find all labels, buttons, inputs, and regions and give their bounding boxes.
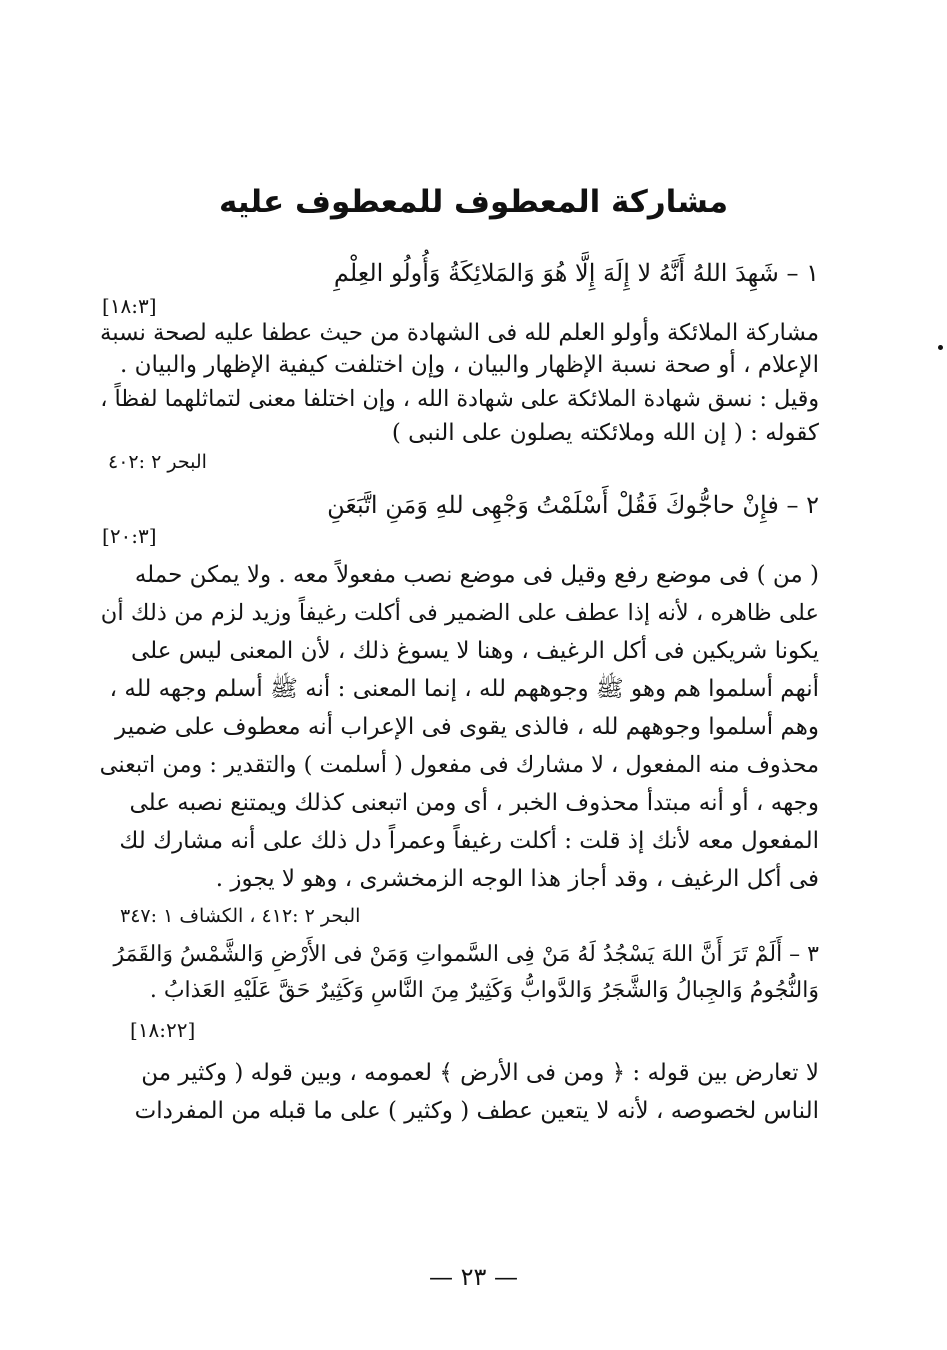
source-2: البحر ٢ :٤١٢ ، الكشاف ١ :٣٤٧ (120, 905, 361, 927)
body-line: الإعلام ، أو صحة نسبة الإظهار والبيان ، وإن اختلفت كيفية الإظهار والبيان . (120, 352, 819, 378)
page-title: مشاركة المعطوف للمعطوف عليه (218, 184, 729, 220)
body-line: الناس لخصوصه ، لأنه لا يتعين عطف ( وكثير ) على ما قبله من المفردات (134, 1098, 819, 1124)
page-number: — ٢٣ — (428, 1263, 519, 1291)
verse-1: ١ – شَهِدَ اللهُ أَنَّهُ لا إِلَهَ إِلَّا هُوَ وَالمَلائِكَةُ وَأُولُو العِلْمِ (333, 259, 819, 287)
source-1: البحر ٢ :٤٠٢ (108, 451, 207, 473)
body-line: وقيل : نسق شهادة الملائكة على شهادة الله ، وإن اختلفا معنى لتماثلهما لفظاً ، (100, 386, 819, 412)
body-line: كقوله : ( إن الله وملائكته يصلون على النبى ) (391, 420, 819, 446)
body-line: وهم أسلموا وجوههم لله ، فالذى يقوى فى الإعراب أنه معطوف على ضمير (115, 714, 819, 740)
verse-2-ref: [٢٠:٣] (102, 524, 157, 548)
verse-3-line-2: وَالنُّجُومُ وَالجِبالُ وَالشَّجَرُ وَالدَّوابُّ وَكَثِيرٌ مِنَ النَّاسِ وَكَثِيرٌ حَقَّ عَلَيْهِ العَذابُ . (149, 978, 819, 1003)
body-line: مشاركة الملائكة وأولو العلم لله فى الشهادة من حيث عطفا عليه لصحة نسبة (100, 320, 819, 346)
body-line: على ظاهره ، لأنه إذا عطف على الضمير فى أكلت رغيفاً وزيد لزم من ذلك أن (100, 600, 819, 626)
verse-3-line-1: ٣ – أَلَمْ تَرَ أَنَّ اللهَ يَسْجُدُ لَهُ مَنْ فِى السَّمواتِ وَمَنْ فى الأَرْضِ وَالشَّمْسُ وَالقَمَرُ (113, 942, 819, 967)
body-line: أنهم أسلموا هم وهو ﷺ وجوههم لله ، إنما المعنى : أنه ﷺ أسلم وجهه لله ، (109, 676, 819, 702)
body-line: محذوف منه المفعول ، لا مشارك فى مفعول ( أسلمت ) والتقدير : ومن اتبعنى (99, 752, 819, 778)
scan-speck (938, 345, 943, 350)
verse-1-ref: [١٨:٣] (102, 294, 157, 318)
body-line: وجهه ، أو أنه مبتدأ محذوف الخبر ، أى ومن اتبعنى كذلك ويمتنع نصبه على (129, 790, 819, 816)
body-line: المفعول معه لأنك إذ قلت : أكلت رغيفاً وعمراً دل ذلك على أنه مشارك لك (119, 828, 819, 854)
body-line: يكونا شريكين فى أكل الرغيف ، وهنا لا يسوغ ذلك ، لأن المعنى ليس على (130, 638, 819, 664)
verse-2: ٢ – فإِنْ حاجُّوكَ فَقُلْ أَسْلَمْتُ وَجْهِى للهِ وَمَنِ اتَّبَعَنِ (327, 491, 819, 519)
body-line: لا تعارض بين قوله : ﴿ ومن فى الأرض ﴾ لعمومه ، وبين قوله ( وكثير من (141, 1060, 819, 1086)
verse-3-ref: [١٨:٢٢] (130, 1018, 196, 1042)
body-line: فى أكل الرغيف ، وقد أجاز هذا الوجه الزمخشرى ، وهو لا يجوز . (215, 866, 819, 892)
body-line: ( من ) فى موضع رفع وقيل فى موضع نصب مفعولاً معه . ولا يمكن حمله (134, 562, 819, 588)
